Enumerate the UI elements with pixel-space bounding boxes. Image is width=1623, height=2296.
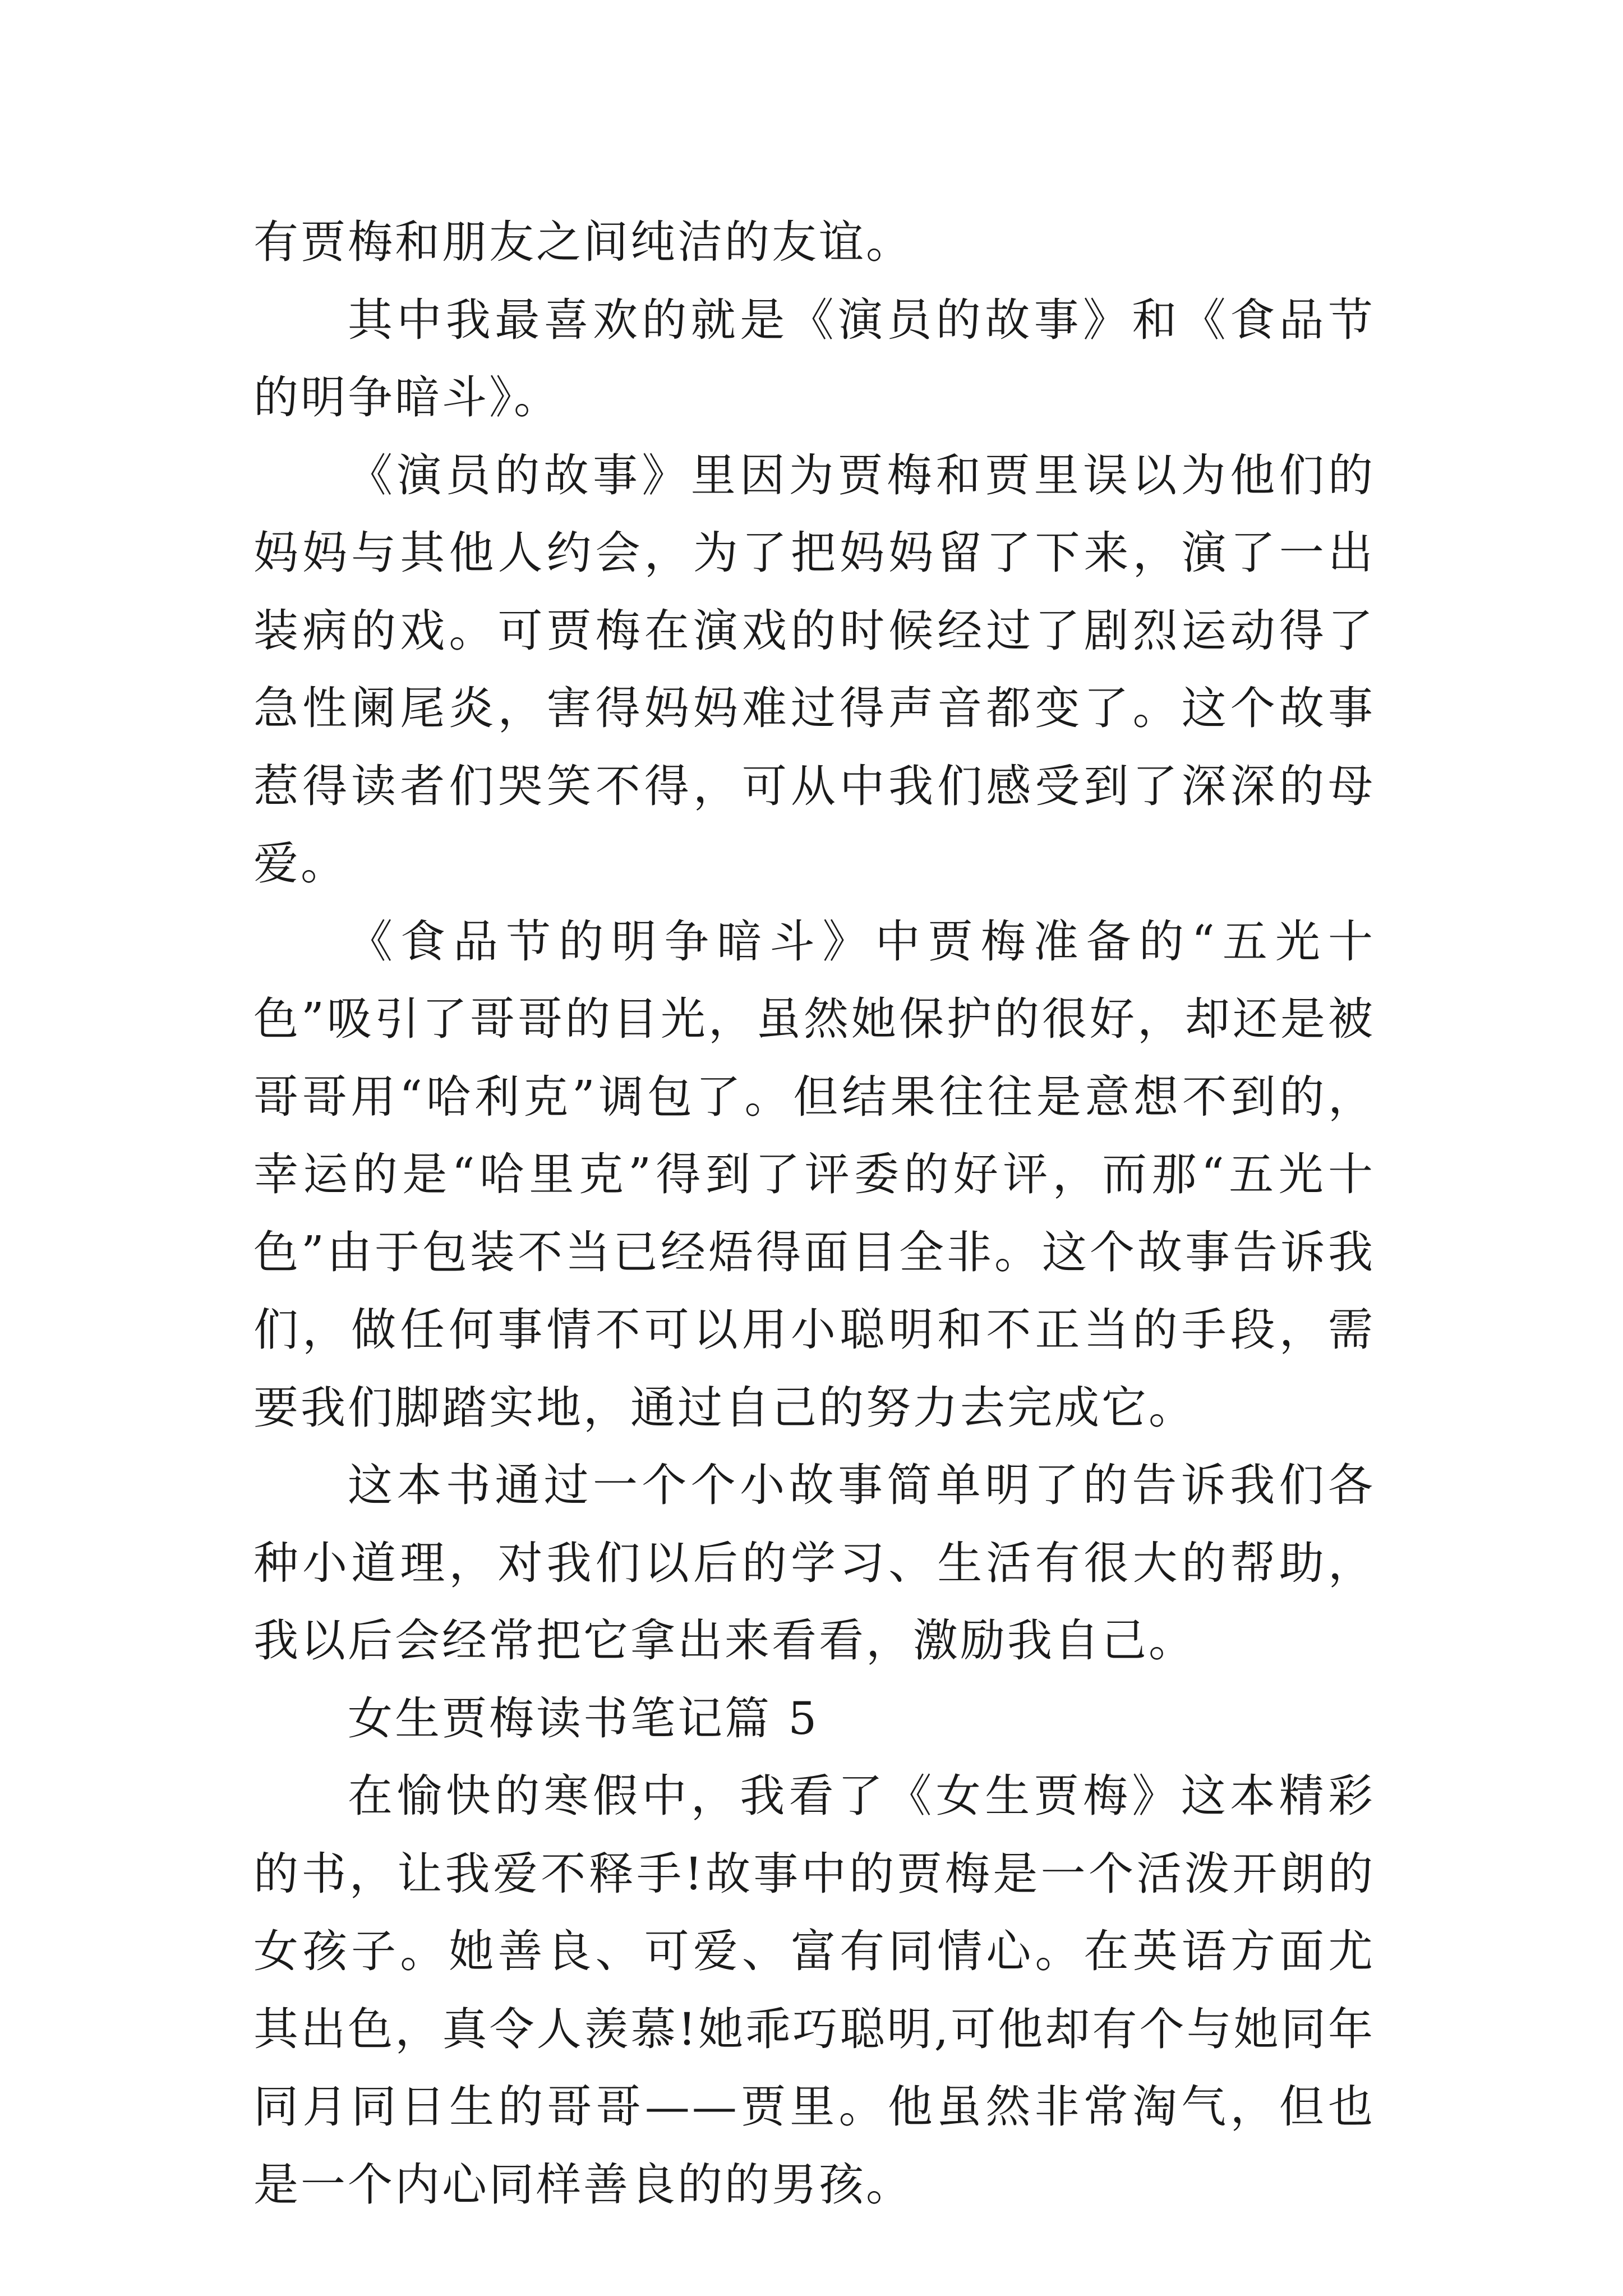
document-body (253, 204, 1375, 2224)
paragraph-6: 在愉快的寒假中，我看了《女生贾梅》这本精彩的书，让我爱不释手!故事中的贾梅是一个活泼开朗的女孩子。她善良、可爱、富有同情心。在英语方面尤其出色，真令人羡慕!她乖巧聪明,可他却有个与她同年同月同日生的哥哥——贾里。他虽然非常淘气，但也是一个内心同样善良的的男孩。 (253, 1770, 1375, 2211)
section-heading: 女生贾梅读书笔记篇 5 (348, 1692, 819, 1745)
paragraph-3: 《演员的故事》里因为贾梅和贾里误以为他们的妈妈与其他人约会，为了把妈妈留了下来，演了一出装病的戏。可贾梅在演戏的时候经过了剧烈运动得了急性阑尾炎，害得妈妈难过得声音都变了。这个故事惹得读者们哭笑不得，可从中我们感受到了深深的母爱。 (253, 449, 1375, 890)
paragraph-2: 其中我最喜欢的就是《演员的故事》和《食品节的明争暗斗》。 (253, 293, 1375, 424)
paragraph-4: 《食品节的明争暗斗》中贾梅准备的“五光十色”吸引了哥哥的目光，虽然她保护的很好，却还是被哥哥用“哈利克”调包了。但结果往往是意想不到的，幸运的是“哈里克”得到了评委的好评，而那“五光十色”由于包装不当已经焐得面目全非。这个故事告诉我们，做任何事情不可以用小聪明和不正当的手段，需要我们脚踏实地，通过自己的努力去完成它。 (253, 915, 1375, 1434)
paragraph-1: 有贾梅和朋友之间纯洁的友谊。 (253, 216, 913, 268)
paragraph-5: 这本书通过一个个小故事简单明了的告诉我们各种小道理，对我们以后的学习、生活有很大的帮助，我以后会经常把它拿出来看看，激励我自己。 (253, 1459, 1375, 1667)
